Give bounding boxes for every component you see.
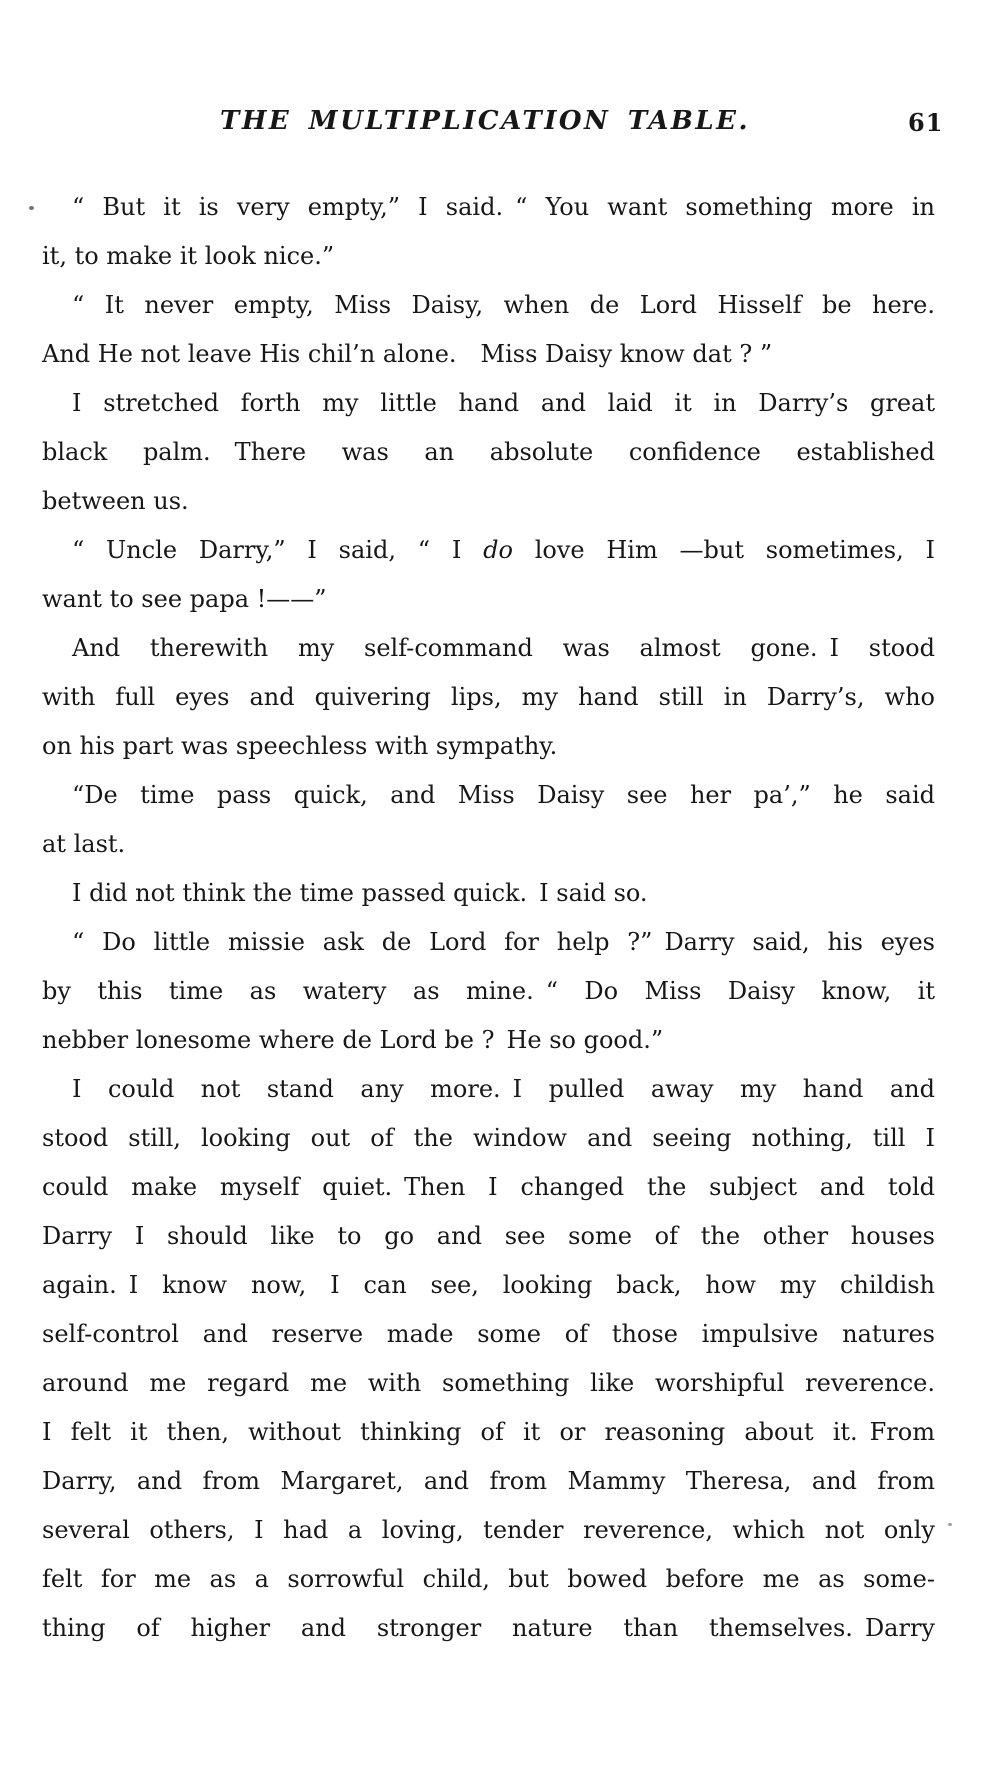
text-line xyxy=(42,967,935,1016)
text-segment: I stretched forth my little hand and laid it in Darry’s great xyxy=(72,389,935,417)
text-line xyxy=(42,1016,935,1065)
text-line xyxy=(42,1065,935,1114)
text-segment: love Him —but sometimes, I xyxy=(512,536,935,564)
text-line xyxy=(42,281,935,330)
text-line xyxy=(42,330,935,379)
text-segment: And therewith my self-command was almost gone. I stood xyxy=(72,634,935,662)
running-head-title: THE MULTIPLICATION TABLE. xyxy=(220,106,751,136)
page-body xyxy=(42,183,935,1653)
paragraph xyxy=(42,771,935,869)
print-artifact-dot xyxy=(948,1523,952,1526)
print-artifact-dot xyxy=(29,206,34,210)
text-segment: felt for me as a sorrowful child, but bowed before me as some- xyxy=(42,1565,935,1593)
text-segment: “ Uncle Darry,” I said, “ I xyxy=(72,536,484,564)
page-number: 61 xyxy=(908,108,944,137)
text-line xyxy=(42,1555,935,1604)
text-segment: “ Do little missie ask de Lord for help ?” Darry said, his eyes xyxy=(72,928,935,956)
text-segment: thing of higher and stronger nature than themselves. Darry xyxy=(42,1614,935,1642)
text-segment: stood still, looking out of the window and seeing nothing, till I xyxy=(42,1124,935,1152)
text-segment: several others, I had a loving, tender reverence, which not only xyxy=(42,1516,935,1544)
text-line xyxy=(42,673,935,722)
text-segment: between us. xyxy=(42,487,189,515)
text-line xyxy=(42,477,935,526)
paragraph xyxy=(42,624,935,771)
text-line xyxy=(42,1408,935,1457)
text-line xyxy=(42,232,935,281)
text-line xyxy=(42,624,935,673)
text-segment: it, to make it look nice.” xyxy=(42,242,335,270)
paragraph xyxy=(42,281,935,379)
text-line xyxy=(42,820,935,869)
text-line xyxy=(42,722,935,771)
text-line xyxy=(42,575,935,624)
text-segment: at last. xyxy=(42,830,126,858)
text-line xyxy=(42,379,935,428)
paragraph xyxy=(42,1065,935,1653)
paragraph xyxy=(42,183,935,281)
text-segment: “ But it is very empty,” I said. “ You want something more in xyxy=(72,193,935,221)
text-line xyxy=(42,1604,935,1653)
text-segment: Darry, and from Margaret, and from Mammy Theresa, and from xyxy=(42,1467,935,1495)
text-segment: I could not stand any more. I pulled away my hand and xyxy=(72,1075,935,1103)
text-line xyxy=(42,428,935,477)
text-line xyxy=(42,1212,935,1261)
text-line xyxy=(42,918,935,967)
text-line xyxy=(42,1261,935,1310)
text-line xyxy=(42,1114,935,1163)
text-segment: self-control and reserve made some of those impulsive natures xyxy=(42,1320,935,1348)
text-segment: with full eyes and quivering lips, my hand still in Darry’s, who xyxy=(42,683,935,711)
text-segment: nebber lonesome where de Lord be ? He so good.” xyxy=(42,1026,664,1054)
text-segment: again. I know now, I can see, looking back, how my childish xyxy=(42,1271,935,1299)
text-line xyxy=(42,771,935,820)
text-line xyxy=(42,1359,935,1408)
text-segment: around me regard me with something like worshipful reverence. xyxy=(42,1369,935,1397)
paragraph xyxy=(42,526,935,624)
text-line xyxy=(42,1163,935,1212)
text-segment: “De time pass quick, and Miss Daisy see her pa’,” he said xyxy=(72,781,935,809)
text-line xyxy=(42,1310,935,1359)
text-segment: black palm. There was an absolute confidence established xyxy=(42,438,935,466)
text-line xyxy=(42,1457,935,1506)
text-segment: by this time as watery as mine. “ Do Miss Daisy know, it xyxy=(42,977,935,1005)
italic-text: do xyxy=(483,536,513,564)
text-line xyxy=(42,1506,935,1555)
text-line xyxy=(42,526,935,575)
text-segment: I did not think the time passed quick. I said so. xyxy=(72,879,648,907)
text-segment: could make myself quiet. Then I changed the subject and told xyxy=(42,1173,935,1201)
page-header xyxy=(0,106,1000,146)
text-segment: And He not leave His chil’n alone. Miss Daisy know dat ? ” xyxy=(42,340,773,368)
paragraph xyxy=(42,379,935,526)
text-segment: on his part was speechless with sympathy. xyxy=(42,732,558,760)
paragraph xyxy=(42,869,935,918)
text-line xyxy=(42,183,935,232)
text-segment: I felt it then, without thinking of it or reasoning about it. From xyxy=(42,1418,935,1446)
text-segment: Darry I should like to go and see some of the other houses xyxy=(42,1222,935,1250)
text-segment: want to see papa !——” xyxy=(42,585,327,613)
text-segment: “ It never empty, Miss Daisy, when de Lord Hisself be here. xyxy=(72,291,935,319)
text-line xyxy=(42,869,935,918)
paragraph xyxy=(42,918,935,1065)
